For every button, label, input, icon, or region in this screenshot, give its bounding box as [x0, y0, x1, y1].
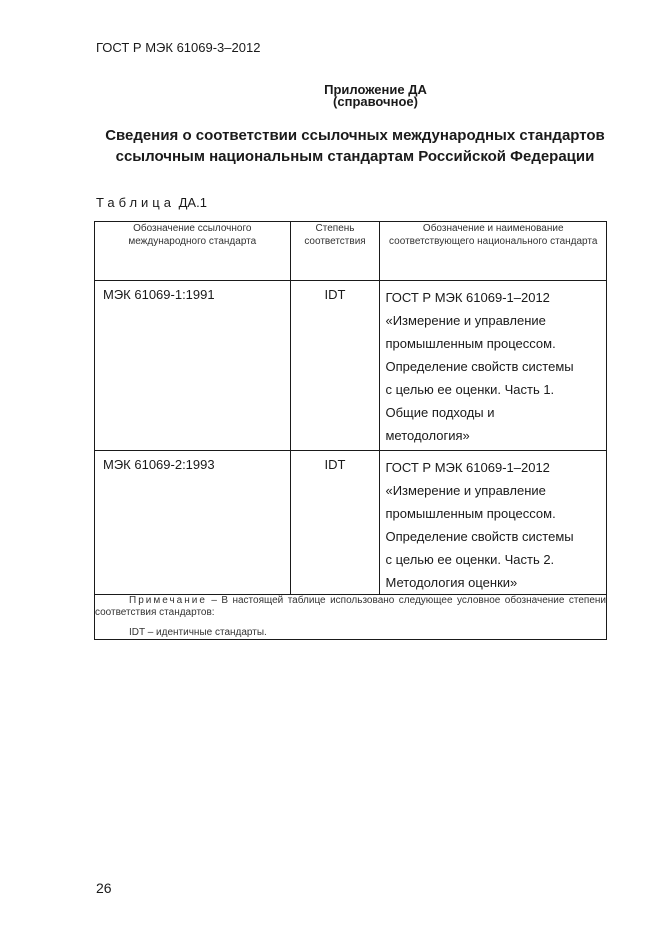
national-line: промышленным процессом.: [385, 336, 556, 351]
table-caption-prefix: Таблица: [96, 195, 175, 210]
appendix-title: Приложение ДА: [324, 82, 427, 97]
cell-degree: IDT: [290, 451, 380, 595]
document-header: ГОСТ Р МЭК 61069-3–2012: [96, 40, 261, 55]
note-label: Примечание: [129, 595, 207, 606]
correspondence-table: [94, 221, 607, 640]
table-row: [95, 451, 607, 595]
national-line: ГОСТ Р МЭК 61069-1–2012: [385, 460, 550, 475]
note-text: – В настоящей таблице использовано следующее условное обозначение степени соответствия стандартов:: [95, 595, 606, 618]
table-note: [95, 595, 607, 640]
national-line: «Измерение и управление: [385, 483, 546, 498]
national-line: методология»: [385, 428, 470, 443]
national-line: ГОСТ Р МЭК 61069-1–2012: [385, 290, 550, 305]
table-row: [95, 281, 607, 451]
national-line: Определение свойств системы: [385, 529, 574, 544]
note-definition: IDT – идентичные стандарты.: [129, 627, 267, 638]
national-line: Общие подходы и: [385, 405, 495, 420]
table-note-row: [95, 595, 607, 640]
table-caption: [96, 195, 207, 210]
table-caption-number: ДА.1: [178, 195, 207, 210]
national-line: промышленным процессом.: [385, 506, 556, 521]
national-line: с целью ее оценки. Часть 2.: [385, 552, 555, 567]
header-degree: Степень соответствия: [290, 222, 380, 281]
national-line: Методология оценки»: [385, 575, 518, 590]
header-national-standard: Обозначение и наименование соответствующего национального стандарта: [380, 222, 607, 281]
page-number: 26: [96, 880, 112, 896]
cell-intl-standard: МЭК 61069-2:1993: [95, 451, 291, 595]
note-paragraph: [95, 595, 606, 619]
cell-degree: IDT: [290, 281, 380, 451]
cell-intl-standard: МЭК 61069-1:1991: [95, 281, 291, 451]
section-title: Сведения о соответствии ссылочных международных стандартов ссылочным национальным стандартам Российской Федерации: [105, 127, 605, 165]
table-header-row: [95, 222, 607, 281]
national-line: «Измерение и управление: [385, 313, 546, 328]
header-intl-standard: Обозначение ссылочного международного стандарта: [95, 222, 291, 281]
appendix-type: (справочное): [333, 94, 418, 109]
national-line: Определение свойств системы: [385, 359, 574, 374]
cell-national-standard: [380, 281, 607, 451]
cell-national-standard: [380, 451, 607, 595]
national-line: с целью ее оценки. Часть 1.: [385, 382, 555, 397]
